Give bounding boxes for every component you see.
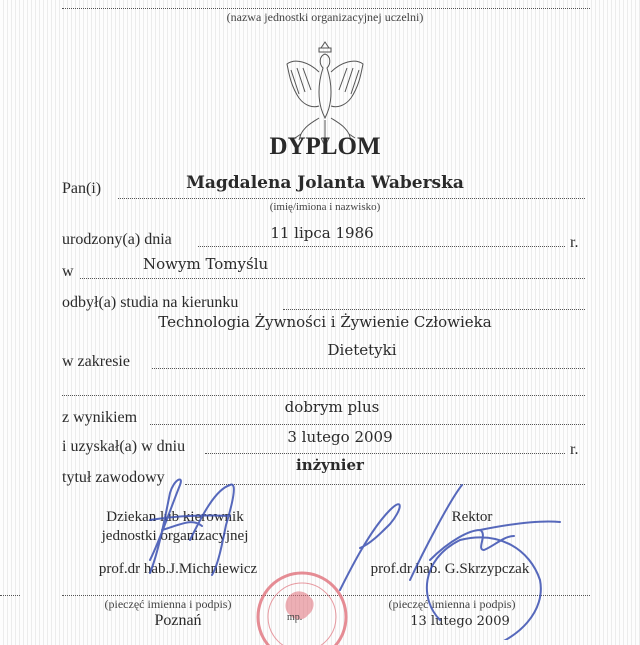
result-line	[150, 424, 585, 425]
name-label: Pan(i)	[62, 180, 102, 197]
birth-line	[198, 246, 565, 247]
result-label: z wynikiem	[62, 409, 138, 426]
birth-label: urodzony(a) dnia	[62, 231, 172, 248]
birth-suffix: r.	[570, 234, 579, 251]
course-label: odbył(a) studia na kierunku	[62, 294, 239, 311]
place-line	[80, 278, 585, 279]
title-label: tytuł zawodowy	[62, 469, 165, 486]
course-line	[283, 309, 585, 310]
date-suffix: r.	[570, 441, 579, 458]
birth-value: 11 lipca 1986	[270, 224, 374, 242]
scope-line	[152, 368, 585, 369]
stamp-mark: mp.	[287, 612, 303, 623]
dean-role-2: jednostki organizacyjnej	[101, 528, 249, 544]
unit-name-line	[62, 8, 590, 9]
date-line	[205, 453, 565, 454]
date-label: i uzyskał(a) w dniu	[62, 438, 186, 455]
blank-line	[62, 395, 585, 396]
signature-line-left	[0, 595, 20, 596]
title-line	[185, 484, 585, 485]
university-stamp-icon	[250, 565, 360, 645]
issue-place: Poznań	[154, 612, 202, 629]
place-value: Nowym Tomyślu	[143, 255, 269, 273]
name-caption: (imię/imiona i nazwisko)	[269, 201, 381, 213]
dean-name: prof.dr hab.J.Michniewicz	[98, 561, 258, 577]
issue-date: 13 lutego 2009	[410, 614, 510, 629]
name-line	[118, 198, 585, 199]
result-value: dobrym plus	[284, 398, 380, 416]
date-value: 3 lutego 2009	[287, 428, 393, 446]
scope-value: Dietetyki	[327, 341, 397, 359]
place-label: w	[62, 263, 74, 280]
rector-role: Rektor	[451, 509, 493, 525]
name-value: Magdalena Jolanta Waberska	[186, 173, 464, 193]
course-value: Technologia Żywności i Żywienie Człowieka	[158, 313, 492, 331]
scope-label: w zakresie	[62, 353, 130, 370]
rector-name: prof.dr hab. G.Skrzypczak	[370, 561, 530, 577]
dean-caption: (pieczęć imienna i podpis)	[104, 597, 232, 611]
unit-caption: (nazwa jednostki organizacyjnej uczelni)	[226, 10, 424, 24]
dean-role-1: Dziekan lub kierownik	[106, 509, 244, 525]
rector-caption: (pieczęć imienna i podpis)	[388, 597, 516, 611]
document-title: DYPLOM	[269, 133, 381, 160]
title-value: inżynier	[296, 456, 364, 474]
